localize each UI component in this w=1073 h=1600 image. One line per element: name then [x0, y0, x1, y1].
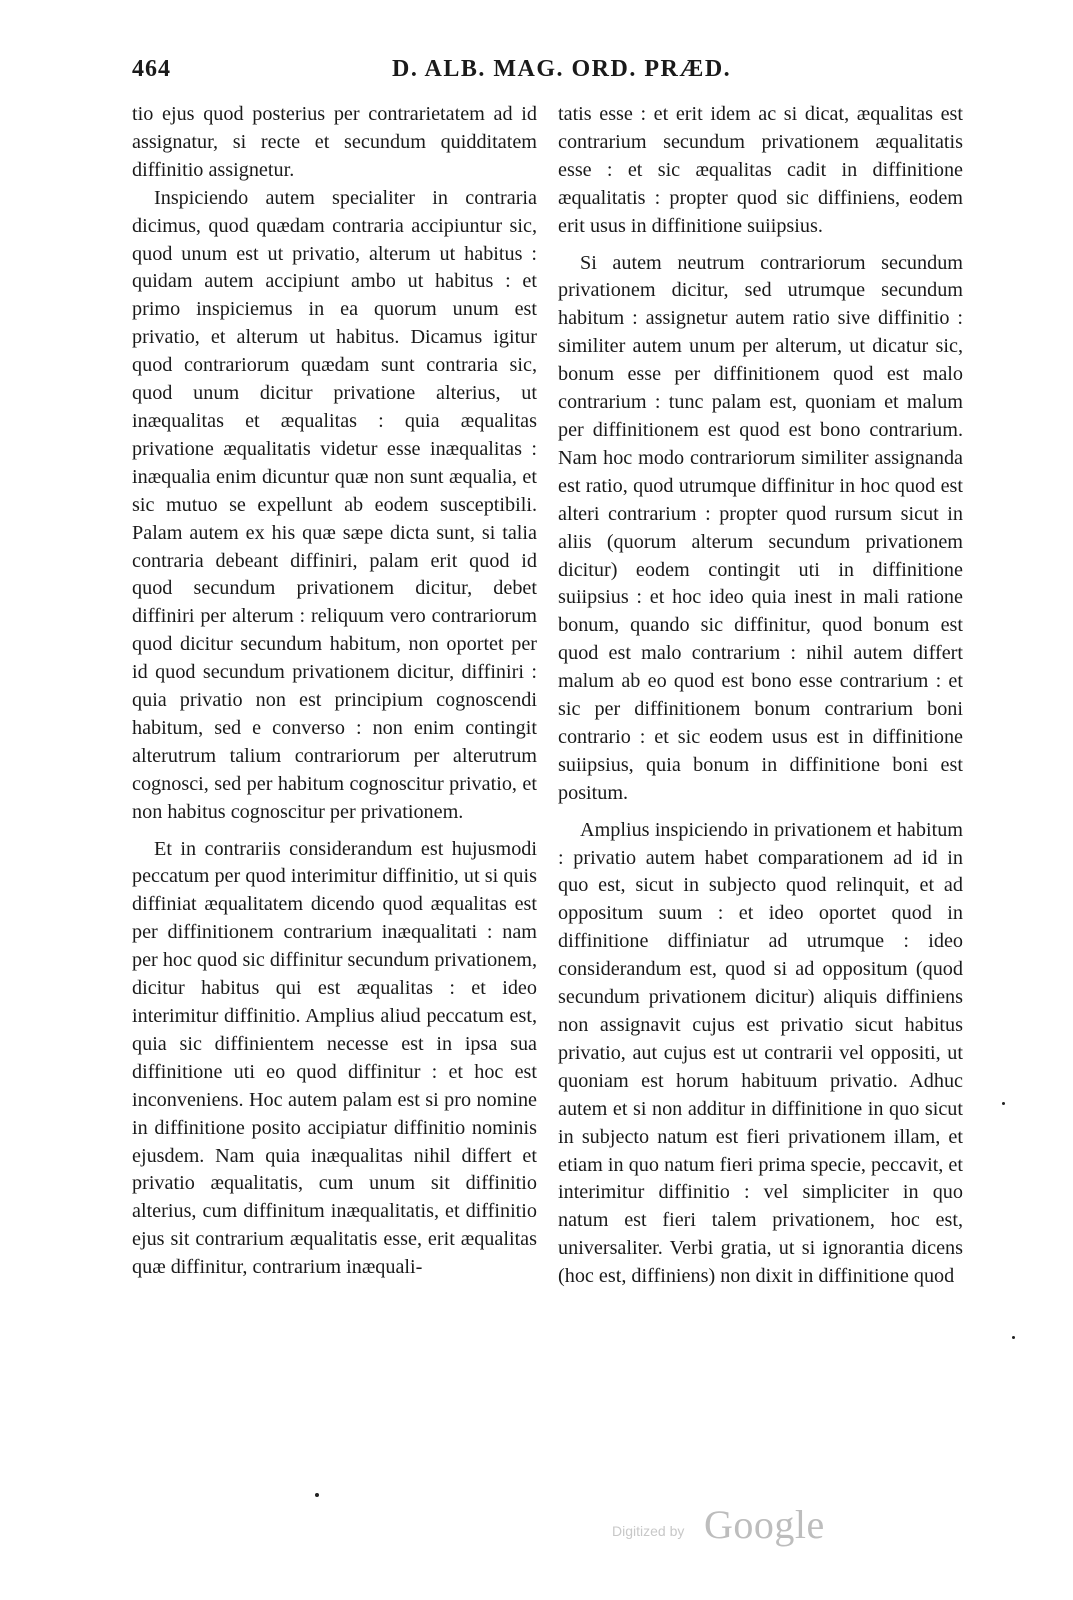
paragraph-continuation: tatis esse : et erit idem ac si dicat, æqualitas est contrarium secundum privationem æqualitatis esse : et sic æqualitas cadit in diffinitione æqualitatis : propter quod sic diffiniens, eodem erit usus in diffinitione suiipsius. [558, 103, 963, 237]
paragraph: Si autem neutrum contrariorum secundum privationem dicitur, sed utrumque secundum habitum : assignetur autem ratio sive diffinitio : similiter autem unum per alterum, ut dicatur sic, bonum esse per diffinitionem quod est malo contrarium : tunc palam est, quoniam et malum per diffinitionem est quod est bono contrarium. Nam hoc modo contrariorum similiter assignanda est ratio, quod utrumque diffinitur in hoc quod est alteri contrarium : propter quod rursum sicut in aliis (quorum alterum secundum privationem dicitur) eodem contingit uti in diffinitione suiipsius : et hoc ideo quia inest in mali ratione bonum, quando sic diffinitur, quod bonum est quod est malo contrarium : nihil autem differt malum ab eo quod est bono esse contrarium : et sic per diffinitionem bonum contrarium boni contrario : et sic eodem usus est in diffinitione suiipsius, quia bonum in diffinitione boni est positum. [558, 251, 963, 804]
right-text-column [558, 101, 963, 1291]
page-number: 464 [132, 56, 171, 82]
paragraph-continuation: tio ejus quod posterius per contrarietatem ad id assignatur, si recte et secundum quidditatem diffinitio assignetur. [132, 103, 537, 181]
left-text-column [132, 101, 537, 1282]
ink-speck [1002, 1102, 1005, 1105]
paragraph: Inspiciendo autem specialiter in contraria dicimus, quod quædam contraria accipiuntur sic, quod unum est ut privatio, alterum ut habitus : quidam autem accipiunt ambo ut habitus : et primo inspiciemus in ea quorum unum est privatio, et alterum ut habitus. Dicamus igitur quod contrariorum quædam sunt contraria sic, quod unum dicitur privatione alterius, ut inæqualitas et æqualitas : quia æqualitas privatione æqualitatis videtur esse inæqualitas : inæqualia enim dicuntur quæ non sunt æqualia, et sic mutuo se expellunt ab eodem susceptibili. Palam autem ex his quæ sæpe dicta sunt, si talia contraria debeant diffiniri, palam erit quod id quod secundum privationem dicitur, debet diffiniri per alterum : reliquum vero contrariorum quod dicitur secundum habitum, non oportet per id quod secundum privationem dicitur, diffiniri : quia privatio non est principium cognoscendi habitum, sed e converso : non enim contingit alterutrum talium contrariorum per alterutrum cognosci, sed per habitum cognoscitur privatio, et non habitus cognoscitur per privationem. [132, 186, 537, 823]
google-logo: Google [704, 1502, 825, 1547]
running-title: D. ALB. MAG. ORD. PRÆD. [392, 56, 732, 82]
paragraph: Amplius inspiciendo in privationem et habitum : privatio autem habet comparationem ad id in quo est, sicut in subjecto quod relinquit, et ad oppositum suum : et ideo oportet quod in diffinitione diffiniatur ad utrumque : ideo considerandum est, quod si ad oppositum (quod secundum privationem dicitur) aliquis diffiniens non assignavit cujus est privatio sicut habitus privatio, aut cujus est ut contrarii vel oppositi, ut quoniam est horum habituum privatio. Adhuc autem et si non additur in diffinitione in quo sicut in subjecto natum est fieri privationem illam, et etiam in quo natum fieri prima specie, peccavit, et interimitur diffinitio : vel simpliciter in quo natum est fieri talem privationem, hoc est, universaliter. Verbi gratia, ut si ignorantia dicens (hoc est, diffiniens) non dixit in diffinitione quod [558, 818, 963, 1288]
ink-speck [315, 1493, 319, 1497]
page-header [132, 56, 967, 92]
digitized-by-label: Digitized by [612, 1523, 685, 1539]
digitized-watermark [612, 1503, 832, 1551]
paragraph: Et in contrariis considerandum est hujusmodi peccatum per quod interimitur diffinitio, ut si quis diffiniat æqualitatem dicendo quod æqualitas est per diffinitionem contrarium inæqualitati : nam per hoc quod sic diffinitur secundum privationem, dicitur habitus qui est æqualitas : et ideo interimitur diffinitio. Amplius aliud peccatum est, quia sic diffinientem necesse est in ipsa sua diffinitione uti eo quod diffinitur : et hoc est inconveniens. Hoc autem palam est si pro nomine in diffinitione posito accipiatur diffinitio nominis ejusdem. Nam quia inæqualitas nihil differt et privatio æqualitatis, cum unum sit diffinitio alterius, cum diffinitum inæqualitatis, et diffinitio ejus sit contrarium æqualitatis esse, erit æqualitas quæ diffinitur, contrarium inæquali- [132, 837, 537, 1279]
ink-speck [1012, 1336, 1015, 1339]
